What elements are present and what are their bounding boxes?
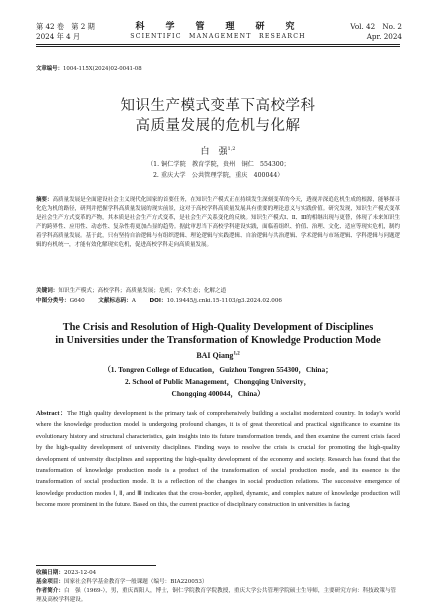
doc-code-label: 文献标志码： <box>98 298 132 304</box>
volume-issue-en: Vol. 42 No. 2 <box>350 22 402 31</box>
abstract-en <box>36 408 400 511</box>
footnote-bio <box>36 587 400 606</box>
date-cn: 2024 年 4 月 <box>36 31 81 41</box>
title-en-line-1: The Crisis and Resolution of High-Quality Development of Disciplines <box>62 322 374 333</box>
title-cn-line-2: 高质量发展的危机与化解 <box>135 118 301 134</box>
affiliation-cn-1: （1. 铜仁学院 教育学院，贵州 铜仁 554300； <box>147 161 290 168</box>
header-right <box>350 22 402 41</box>
footnote-received <box>36 569 400 578</box>
affiliation-en-1: （1. Tongren College of Education，Guizhou Tongren 554300，China； <box>103 365 333 374</box>
doi-label: DOI： <box>149 298 167 304</box>
abstract-cn <box>36 196 400 251</box>
article-number <box>36 64 142 72</box>
author-sup-en: 1,2 <box>233 351 240 357</box>
bio-text: 白 强（1969-），男，重庆酉阳人，博士，铜仁学院教育学院教授，重庆大学公共管理学院硕士生导师，主要研究方向：科技政策与管理及高校学科建设。 <box>36 588 397 604</box>
author-en <box>0 351 436 360</box>
volume-issue-cn: 第 42 卷 第 2 期 <box>36 22 95 31</box>
article-number-value: 1004-115X(2024)02-0041-08 <box>62 66 142 72</box>
keywords-cn-text: 知识生产模式；高校学科；高质量发展；危机；学术生态；化解之道 <box>58 288 227 294</box>
affiliation-cn-2: 2. 重庆大学 公共管理学院，重庆 400044） <box>153 172 284 179</box>
footnote-rule <box>36 565 156 566</box>
fund-text: 国家社会科学基金教育学一般课题（编号：BIA220053） <box>63 579 208 585</box>
doc-code-value: A <box>131 298 136 304</box>
header-rule-bottom <box>36 46 400 47</box>
abstract-cn-text: 高质量发展是全面建设社会主义现代化国家的首要任务，在知识生产模式正在持续发生深刻变革的今天，透视并深追危机生成的根源，能够探寻化危为机的路径，研判并把握学科高质量发展的现实前景，这对于高校学科高质量发展具有重要的理论意义与实践价值。研究发现，知识生产模式变革是社会生产方式变革的产物，其本质是社会生产方式变革，是社会生产关系变化的反映。知识生产模式Ⅰ、Ⅱ、Ⅲ的相继出现与更替，体现了未来知识生产的跨界性、应用性、动态性、复杂性将更加凸显的趋势。据此审思当下高校学科建设实践，面临着组织、价值、治理、文化、适应等现实危机，制约着学科高质量发展。基于此，只有坚持自治逻辑与有组织逻辑、理论逻辑与实践逻辑、自治逻辑与共治逻辑、学术逻辑与市场逻辑、学科逻辑与问题逻辑的有机统一，才能有效化解现实危机，促进高校学科走向高质量发展。 <box>36 197 400 249</box>
abstract-en-label: Abstract： <box>36 410 68 417</box>
header-rule-top <box>36 44 400 45</box>
date-en: Apr. 2024 <box>366 31 402 41</box>
received-label: 收稿日期： <box>36 570 64 576</box>
journal-name-cn: 科 学 管 理 研 究 <box>135 22 301 32</box>
classification-line <box>36 296 282 304</box>
keywords-cn <box>36 286 226 294</box>
author-sup-cn: 1,2 <box>227 146 236 152</box>
received-date: 2023-12-04 <box>63 570 97 576</box>
journal-name-en: SCIENTIFIC MANAGEMENT RESEARCH <box>130 33 306 40</box>
title-en-line-2: in Universities under the Transformation of Knowledge Production Mode <box>55 335 381 346</box>
author-name-cn: 白 强 <box>200 147 228 157</box>
title-cn-line-1: 知识生产模式变革下高校学科 <box>120 98 316 114</box>
author-cn <box>0 144 436 157</box>
clc-label: 中图分类号： <box>36 298 70 304</box>
affiliation-en-2: 2. School of Public Management，Chongqing University， <box>124 377 311 386</box>
doi-value: 10.19445/j.cnki.15-1103/g3.2024.02.006 <box>166 298 282 304</box>
clc-value: G640 <box>69 298 85 304</box>
article-number-label: 文章编号： <box>36 66 63 72</box>
bio-label: 作者简介： <box>36 588 64 594</box>
abstract-en-text: The High quality development is the primary task of comprehensively building a socialist modernized country. In today's world where the knowledge production model is undergoing profound changes, it is of great theoretical and practical significance to examine its evolutionary history and structural characteristics, gain insights into its future transformation trends, and then examine the current crisis faced by the high-quality development of university disciplines. Finding ways to resolve the crisis is crucial for promoting the high-quality development of university disciplines and supporting the high-quality development of the economy and society. Research has found that the transformation of knowledge production mode is a product of the transformation of social production mode, and its essence is the transformation of social production mode. It is a reflection of the changes in social production relations. The successive emergence of knowledge production modes Ⅰ, Ⅱ, and Ⅲ indicates that the cross-border, applied, dynamic, and complex nature of knowledge production will become more prominent in the future. Based on this, the current practice of disciplinary construction in universities is facing <box>36 410 400 509</box>
fund-label: 基金项目： <box>36 579 64 585</box>
abstract-cn-label: 摘要： <box>36 197 53 203</box>
author-name-en: BAI Qiang <box>196 351 234 360</box>
keywords-cn-label: 关键词： <box>36 288 59 294</box>
affiliation-en-3: Chongqing 400044，China） <box>171 389 265 398</box>
footnote-fund <box>36 578 400 587</box>
